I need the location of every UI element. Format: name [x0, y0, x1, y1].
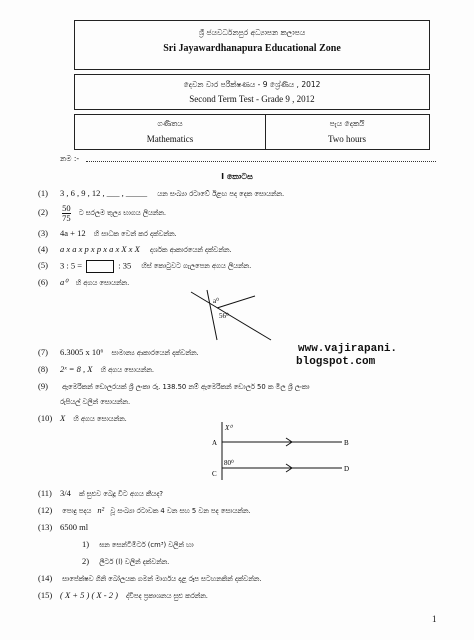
point-b: B: [344, 439, 349, 447]
name-line: [86, 161, 436, 162]
header-subject-box: [74, 114, 430, 150]
fraction-numerator: 50: [62, 203, 71, 213]
watermark-line2: blogspot.com: [296, 356, 376, 368]
subject-si: ගණිතය: [157, 119, 183, 128]
angle-label-80: 80⁰: [224, 459, 234, 467]
point-a: A: [212, 439, 218, 447]
angle-label-a: a⁰: [213, 297, 219, 305]
question-14: (14) සාපේක්ෂව ගිනි බෝලයක ගමන් මාර්ගය දළ රූප සටහනකින් දක්වන්න.: [38, 573, 262, 583]
blank-box[interactable]: [86, 260, 114, 273]
question-12: (12) පොදු පදය n² වූ සංඛ්‍යා රටාවක 4 වන සහ 5 වන පද සොයන්න.: [38, 505, 251, 515]
question-7: (7) 6.3005 x 10⁶ සාමාන්‍ය ආකාරයෙන් දක්වන්න.: [38, 347, 199, 357]
angle-figure: [185, 288, 275, 343]
question-6: (6) a⁰ හි අගය සොයන්න.: [38, 277, 130, 287]
fraction-denominator: 75: [62, 213, 71, 223]
question-1: (1) 3 , 6 , 9 , 12 , ___ , _____ යන සංඛ්‍යා රටාවේ ඊළඟ පද දෙක සොයන්න.: [38, 188, 285, 198]
time-si: පැය දෙකයි: [329, 119, 365, 128]
parallel-lines-figure: [210, 418, 350, 484]
zone-title-en: Sri Jayawardhanapura Educational Zone: [163, 43, 341, 54]
question-13: (13) 6500 ml: [38, 522, 89, 532]
angle-label-56: 56⁰: [219, 312, 229, 320]
zone-title-si: ශ්‍රී ජයවර්ධනපුර අධ්‍යාපන කලාපය: [198, 28, 306, 37]
point-d: D: [344, 465, 350, 473]
question-13-part-1: 1) ඝන සෙන්ටිමීටර් (cm³) වලින් හා: [82, 539, 194, 549]
term-title-en: Second Term Test - Grade 9 , 2012: [189, 94, 315, 104]
question-10: (10) X හි අගය සොයන්න.: [38, 413, 127, 423]
question-9: (9) ඇමෙරිකන් ඩොලරයක් ශ්‍රී ලංකා රු. 138.50 නම් ඇමෙරිකන් ඩොලර් 50 ක මිල ශ්‍රී ලංකා: [38, 381, 310, 391]
watermark-line1: www.vajirapani.: [298, 343, 398, 355]
question-13-part-2: 2) ලීටර් (l) වලින් දක්වන්න.: [82, 556, 170, 566]
time-en: Two hours: [327, 134, 367, 144]
question-11: (11) 3/4 ක් සුළුව බෙදූ විට අගය කීයද?: [38, 488, 163, 498]
question-8: (8) 2ˣ = 8 , X හි අගය සොයන්න.: [38, 364, 155, 374]
subject-en: Mathematics: [146, 134, 194, 144]
question-2: (2) $\frac{50}{75}$ ට සරලම තුල්‍ය භාගය ලියන්න.: [38, 203, 167, 223]
question-15: (15) ( X + 5 ) ( X - 2 ) ද්විපද ප්‍රකාශනය සුළු කරන්න.: [38, 590, 208, 600]
angle-label-x: X⁰: [225, 424, 233, 432]
term-title-si: දෙවන වාර පරීක්ෂණය - 9 ශ්‍රේණිය , 2012: [183, 80, 321, 89]
part-title: I කොටස: [221, 172, 253, 181]
page-number: 1: [432, 614, 437, 624]
name-label: නම :-: [60, 154, 80, 163]
point-c: C: [212, 470, 217, 478]
header-term-box: [74, 74, 430, 110]
header-zone-box: [74, 20, 430, 70]
question-9-line2: රුපියල් වලින් සොයන්න.: [60, 398, 131, 406]
question-4: (4) a x a x p x p x a x X x X දර්ශක ආකාරයෙන් දක්වන්න.: [38, 244, 232, 254]
question-5: (5) 3 : 5 = : 35 හිස් කොටුවට ගැලපෙන අගය ලියන්න.: [38, 260, 251, 273]
question-3: (3) 4a + 12 හි සාධක වෙන් කර දක්වන්න.: [38, 228, 177, 238]
